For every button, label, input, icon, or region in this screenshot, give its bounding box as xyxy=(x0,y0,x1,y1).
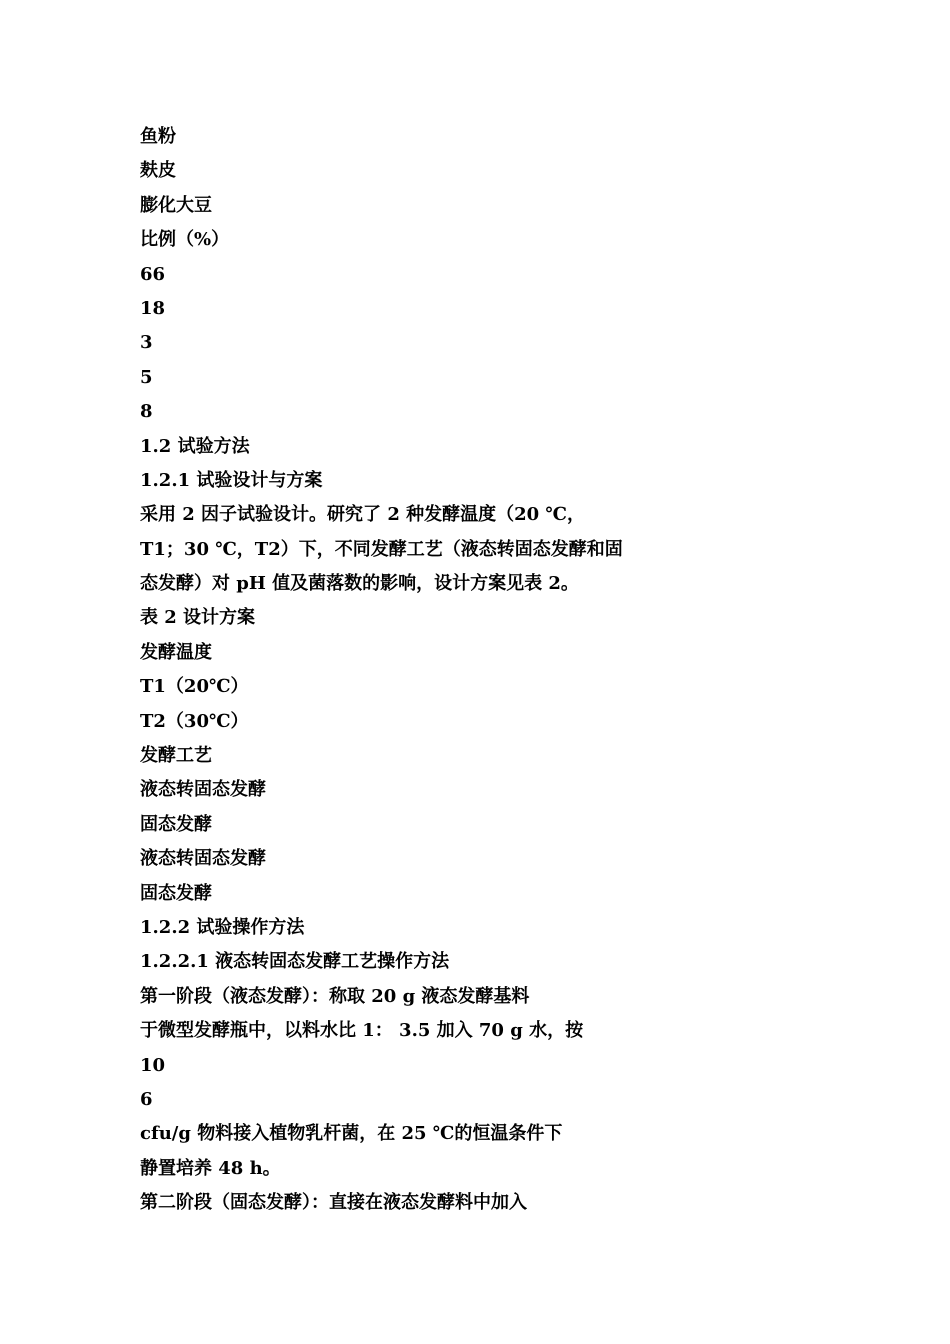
paragraph-line: 第一阶段（液态发酵）：称取 20 g 液态发酵基料 xyxy=(140,985,530,1007)
text-line: 6 xyxy=(140,1088,153,1110)
text-line: 发酵温度 xyxy=(140,641,212,663)
section-heading: 1.2 试验方法 xyxy=(140,435,250,457)
text-line: 固态发酵 xyxy=(140,813,212,835)
paragraph-line: 态发酵）对 pH 值及菌落数的影响，设计方案见表 2。 xyxy=(140,573,579,595)
paragraph-line: 第二阶段（固态发酵）：直接在液态发酵料中加入 xyxy=(140,1192,527,1214)
text-line: 比例（%） xyxy=(140,229,230,251)
text-line: 5 xyxy=(140,366,153,388)
text-line: 液态转固态发酵 xyxy=(140,848,266,870)
text-line: 发酵工艺 xyxy=(140,745,212,767)
text-line: 鱼粉 xyxy=(140,126,176,147)
text-line: 3 xyxy=(140,332,153,354)
text-line: 66 xyxy=(140,263,166,285)
text-line: 液态转固态发酵 xyxy=(140,779,266,801)
text-line: 膨化大豆 xyxy=(140,194,212,216)
table-caption: 表 2 设计方案 xyxy=(140,607,256,629)
text-line: 8 xyxy=(140,401,153,423)
paragraph-line: 采用 2 因子试验设计。研究了 2 种发酵温度（20 ℃， xyxy=(140,504,585,526)
text-line: T2（30℃） xyxy=(140,710,249,732)
paragraph-line: T1；30 ℃，T2）下，不同发酵工艺（液态转固态发酵和固 xyxy=(140,538,623,560)
paragraph-line: 静置培养 48 h。 xyxy=(140,1157,281,1179)
paragraph-line: 于微型发酵瓶中，以料水比 1： 3.5 加入 70 g 水，按 xyxy=(140,1020,584,1042)
text-line: 固态发酵 xyxy=(140,882,212,904)
document-body xyxy=(140,120,860,1221)
text-line: 麸皮 xyxy=(140,160,176,182)
subsection-heading: 1.2.2 试验操作方法 xyxy=(140,916,305,938)
subsection-heading: 1.2.2.1 液态转固态发酵工艺操作方法 xyxy=(140,951,450,973)
subsection-heading: 1.2.1 试验设计与方案 xyxy=(140,469,323,491)
paragraph-line: cfu/g 物料接入植物乳杆菌，在 25 ℃的恒温条件下 xyxy=(140,1123,563,1145)
text-line: 18 xyxy=(140,297,166,319)
text-line: 10 xyxy=(140,1054,166,1076)
text-line: T1（20℃） xyxy=(140,676,249,698)
